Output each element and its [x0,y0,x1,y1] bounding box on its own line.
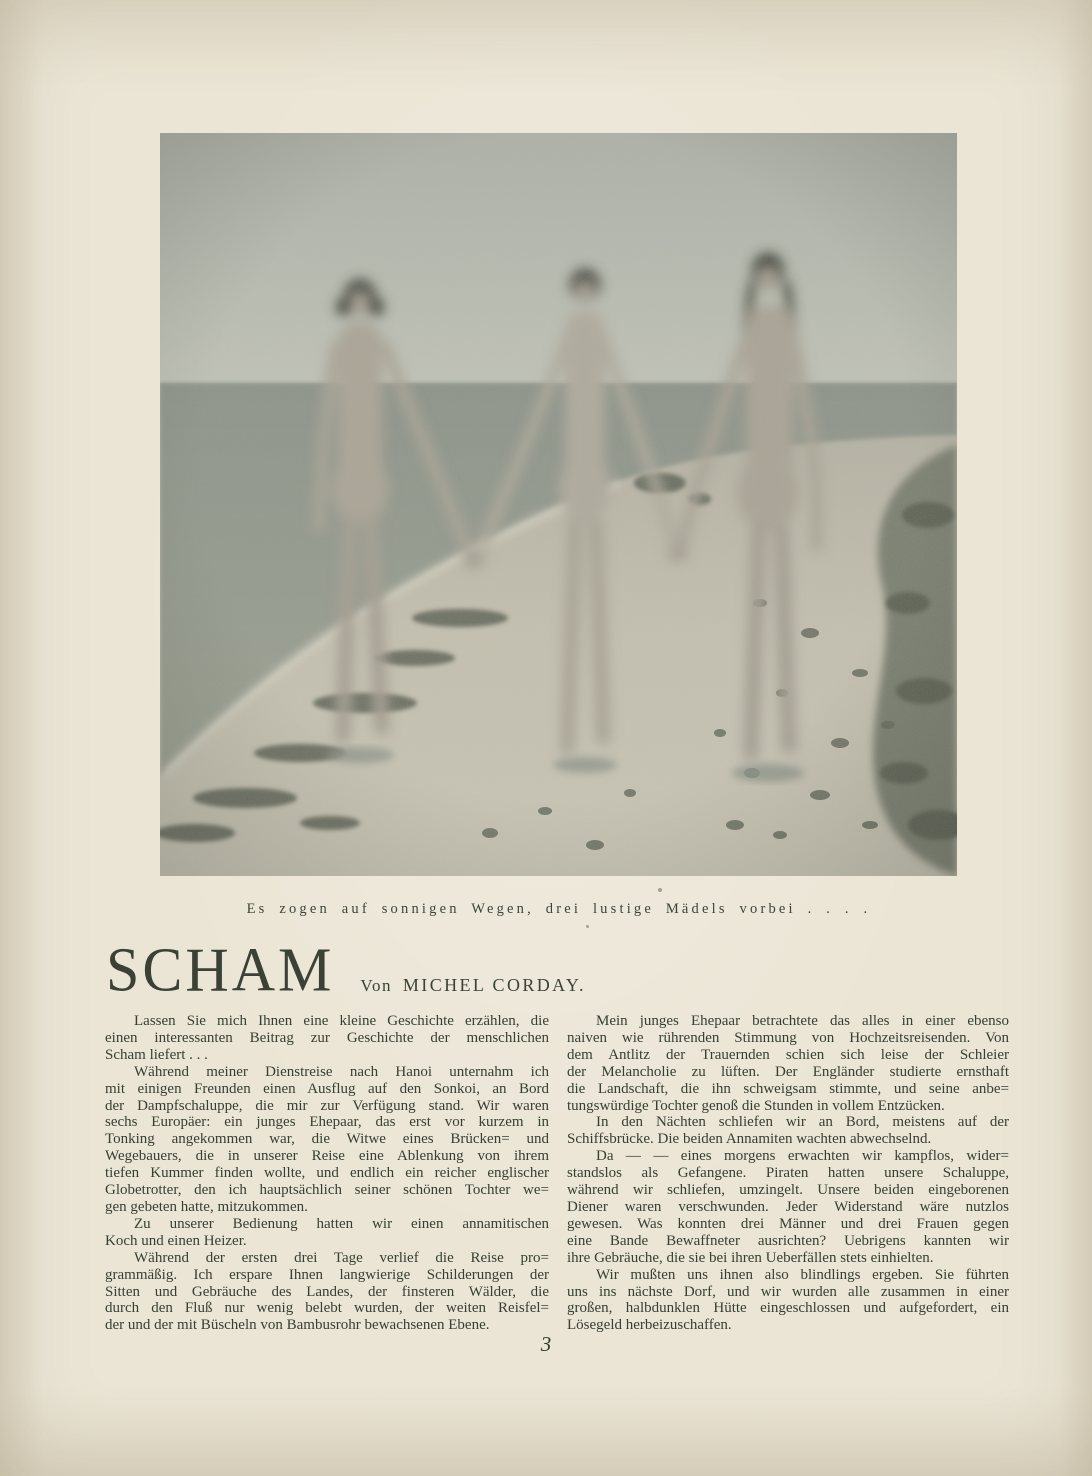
text-line: Schiffsbrücke. Die beiden Annamiten wachten abwechselnd. [567,1131,932,1148]
text-line: durch den Fluß nur wenig belebt wurden, der weiten Reisfel= [105,1300,549,1317]
text-line: Während meiner Dienstreise nach Hanoi unternahm ich [134,1063,549,1080]
paragraph [105,1064,549,1216]
text-line: Lösegeld herbeizuschaffen. [567,1317,732,1334]
text-line: gen gebeten hatte, mitzukommen. [105,1198,308,1215]
text-line: tiefen Kummer finden wollte, und endlich ein reicher englischer [105,1165,549,1182]
text-line: tungswürdige Tochter genoß die Stunden in vollem Entzücken. [567,1097,945,1114]
text-line: der Melancholie zu lüften. Der Engländer studierte ernsthaft [567,1063,1009,1080]
text-line: gewesen. Was konnten drei Männer und drei Frauen gegen [567,1215,1009,1232]
article-column-right [567,1013,1009,1334]
text-line: der Dampfschaluppe, die mir zur Verfügung stand. Wir waren [105,1097,549,1114]
paragraph [567,1013,1009,1114]
text-line: großen, halbdunklen Hütte eingeschlossen und aufgefordert, ein [567,1300,1009,1317]
text-line: die Landschaft, die ihn schweigsam stimmte, und seine anbe= [567,1080,1009,1097]
byline-von: Von [360,976,392,995]
text-line: Lassen Sie mich Ihnen eine kleine Geschichte erzählen, die [134,1013,549,1029]
text-line: In den Nächten schliefen wir an Bord, meistens auf der [596,1114,1009,1131]
text-line: einen interessanten Beitrag zur Geschichte der menschlichen [105,1029,549,1046]
text-line: Mein junges Ehepaar betrachtete das alles in einer ebenso [596,1013,1009,1029]
text-line: Wir mußten uns ihnen also blindlings ergeben. Sie führten [596,1266,1009,1283]
text-line: Diener waren verschwunden. Jeder Widerstand wäre nutzlos [567,1198,1009,1215]
paragraph [567,1114,1009,1148]
text-line: grammäßig. Ich erspare Ihnen langwierige Schilderungen der [105,1266,549,1283]
scan-speck [658,888,662,892]
text-line: Da — — eines morgens erwachten wir kampflos, wider= [596,1148,1009,1165]
text-line: Scham liefert . . . [105,1046,208,1063]
beach-photograph [160,133,957,876]
text-line: Während der ersten drei Tage verlief die Reise pro= [134,1249,549,1266]
text-line: Koch und einen Heizer. [105,1232,247,1249]
article-column-left [105,1013,549,1334]
paragraph [567,1267,1009,1335]
text-line: ihre Gebräuche, die sie bei ihren Ueberfällen stets einhielten. [567,1249,934,1266]
paragraph [105,1013,549,1064]
paragraph [105,1216,549,1250]
paragraph [567,1148,1009,1266]
text-line: sechs Europäer: ein junges Ehepaar, das erst vor kurzem in [105,1114,549,1131]
text-line: während wir schliefen, umzingelt. Unsere beiden eingeborenen [567,1182,1009,1199]
page-number: 3 [540,1332,552,1356]
text-line: der und der mit Büscheln von Bambusrohr bewachsenen Ebene. [105,1317,490,1334]
text-line: Globetrotter, den ich hauptsächlich seiner schönen Tochter we= [105,1182,549,1199]
paragraph [105,1250,549,1335]
text-line: eine Bande Bewaffneter ausrichten? Uebrigens kannten wir [567,1232,1009,1249]
text-line: mit einigen Freunden einen Ausflug auf den Sonkoi, an Bord [105,1080,549,1097]
text-line: uns ins nächste Dorf, und wir wurden alle zusammen in einer [567,1283,1009,1300]
photo-caption: Es zogen auf sonnigen Wegen, drei lustige Mädels vorbei . . . . [246,901,871,917]
article-byline [360,975,585,996]
text-line: Wegebauers, die in unserer Reise eine Ablenkung von ihrem [105,1148,549,1165]
text-line: Tonking angekommen war, die Witwe eines Brücken= und [105,1131,549,1148]
text-line: Zu unserer Bedienung hatten wir einen annamitischen [134,1215,549,1232]
article-title: SCHAM [106,935,335,1005]
beach-photo-illustration [160,133,957,876]
article-header [106,935,1006,1005]
text-line: naiven wie rührenden Stimmung von Hochzeitsreisenden. Von [567,1029,1009,1046]
text-line: Sitten und Gebräuche des Landes, der finsteren Wälder, die [105,1283,549,1300]
text-line: dem Antlitz der Trauernden schien sich leise der Schleier [567,1046,1009,1063]
scan-speck [586,925,589,928]
text-line: standslos als Gefangene. Piraten hatten unsere Schaluppe, [567,1165,1009,1182]
byline-author: MICHEL CORDAY. [402,975,586,995]
